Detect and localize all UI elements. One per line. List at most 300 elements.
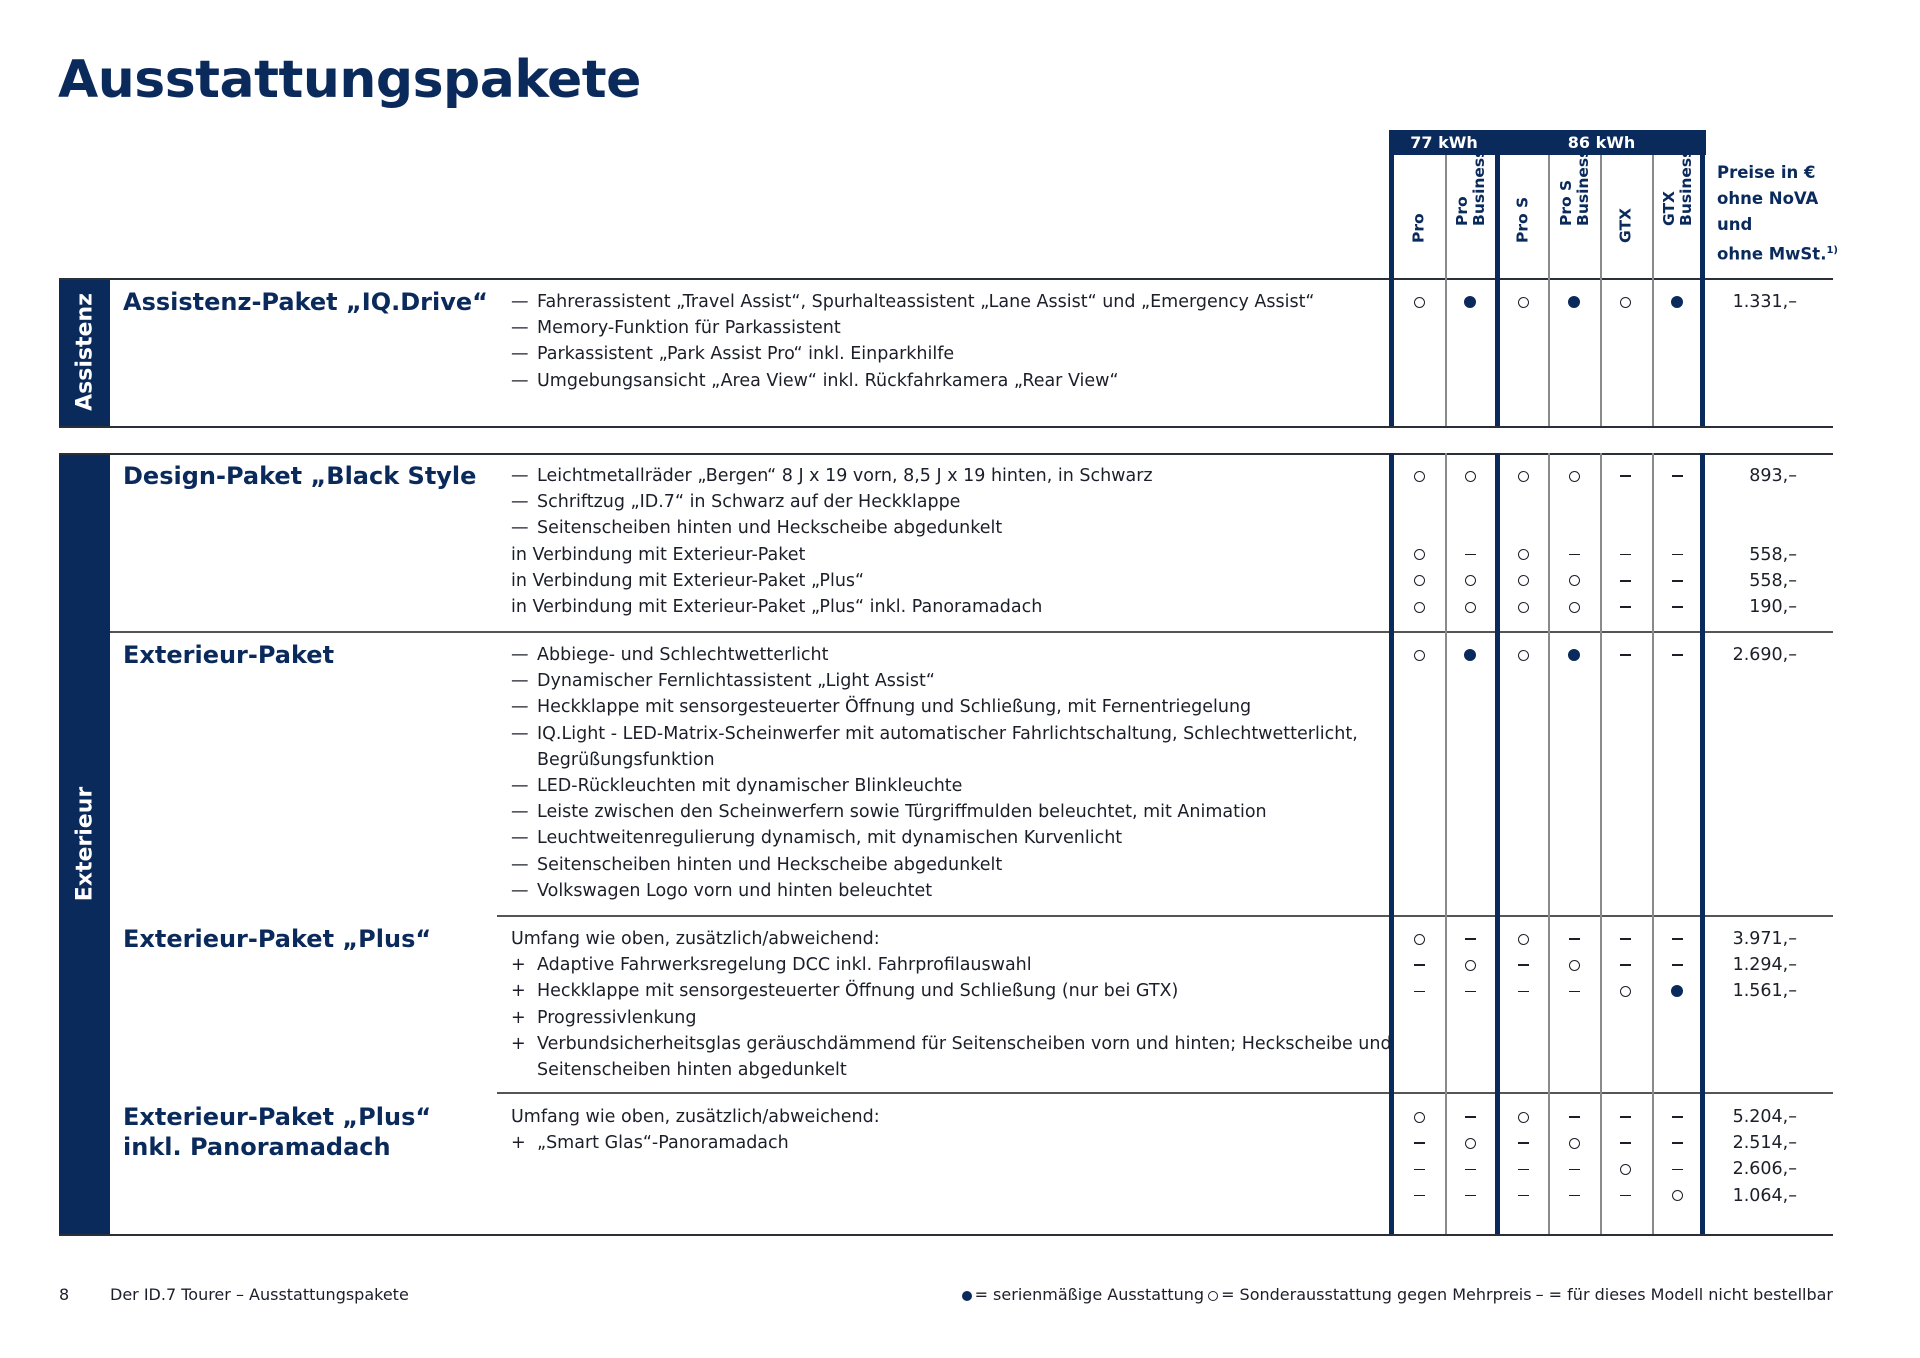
dash-icon [1620,475,1631,477]
dash-icon [1672,654,1683,656]
dash-icon [1569,1169,1580,1171]
description-text: Umfang wie oben, zusätzlich/abweichend: [511,1107,880,1127]
dash-icon [1672,475,1683,477]
availability-cell [1559,1183,1589,1209]
availability-cell [1404,978,1434,1004]
price-value: 893,– [1749,466,1797,486]
legend-item [1208,1285,1532,1304]
bullet-marker: — [511,854,529,875]
availability-cell [1610,289,1640,315]
dash-icon [1518,964,1529,966]
package-name-line: Exterieur-Paket „Plus“ [123,925,432,953]
row-divider [497,1092,1833,1094]
description-line [511,542,1153,568]
availability-cell [1610,1130,1640,1156]
description-line [511,799,1358,825]
section-label: Assistenz [72,293,97,411]
open-circle-icon [1465,575,1476,586]
legend-text: = Sonderausstattung gegen Mehrpreis [1221,1285,1532,1304]
package-name-line: Assistenz-Paket „IQ.Drive“ [123,288,488,316]
availability-cell [1455,978,1485,1004]
open-circle-icon [1414,602,1425,613]
dash-icon [1518,1169,1529,1171]
availability-cell [1404,463,1434,489]
availability-cell [1610,1104,1640,1130]
description-text: Adaptive Fahrwerksregelung DCC inkl. Fahrprofilauswahl [537,955,1032,976]
availability-cell [1662,1156,1692,1182]
availability-cell [1559,926,1589,952]
availability-cell [1455,568,1485,594]
description-text: Heckklappe mit sensorgesteuerter Öffnung und Schließung (nur bei GTX) [537,981,1179,1002]
open-circle-icon [1414,1112,1425,1123]
price-value: 2.606,– [1732,1159,1797,1180]
availability-cell [1559,1130,1589,1156]
bullet-marker: — [511,697,529,718]
description-text: Memory-Funktion für Parkassistent [537,318,841,339]
column-divider [1548,155,1550,426]
package-description [511,926,1392,1083]
availability-cell [1508,1104,1538,1130]
page-title: Ausstattungspakete [58,50,641,110]
availability-cell [1404,1156,1434,1182]
availability-cell [1455,463,1485,489]
availability-cell [1662,1104,1692,1130]
open-circle-icon [1465,1138,1476,1149]
dash-icon [1518,1142,1529,1144]
availability-cell [1610,952,1640,978]
dash-icon [1569,1116,1580,1118]
open-circle-icon [1620,986,1631,997]
availability-cell [1508,926,1538,952]
column-label: GTX [1616,208,1635,243]
open-circle-icon [1465,471,1476,482]
dash-icon [1414,1169,1425,1171]
bullet-marker: — [511,292,529,312]
column-divider [1548,453,1550,1234]
bullet-marker: + [511,981,526,1002]
package-name [123,461,476,491]
package-name [123,1102,431,1162]
dash-icon [1620,606,1631,608]
open-circle-icon [1518,650,1529,661]
column-divider [1445,453,1447,1234]
price-value: 5.204,– [1732,1107,1797,1127]
bullet-marker: — [511,723,529,744]
availability-cell [1404,1130,1434,1156]
dash-icon [1414,1195,1425,1197]
availability-cell [1610,642,1640,668]
bullet-marker: — [511,492,529,513]
availability-cell [1455,1130,1485,1156]
description-line [511,568,1153,594]
open-circle-icon [1518,549,1529,560]
availability-cell [1404,542,1434,568]
bullet-marker: — [511,518,529,539]
open-circle-icon [1569,575,1580,586]
dash-icon [1620,554,1631,556]
dash-icon [1414,964,1425,966]
description-text: Begrüßungsfunktion [537,749,715,770]
availability-cell [1559,542,1589,568]
bullet-marker: — [511,466,529,486]
availability-cell [1508,1183,1538,1209]
open-circle-icon [1569,471,1580,482]
availability-cell [1559,978,1589,1004]
description-text: in Verbindung mit Exterieur-Paket [511,544,806,565]
column-divider [1652,155,1654,426]
bullet-marker: — [511,318,529,339]
column-divider [1600,453,1602,1234]
description-text: LED-Rückleuchten mit dynamischer Blinkleuchte [537,776,963,797]
description-line [511,825,1358,851]
filled-circle-icon [1671,985,1683,997]
description-line [511,852,1358,878]
row-divider [497,915,1833,917]
open-circle-icon [1518,602,1529,613]
price-value: 1.294,– [1732,955,1797,976]
dash-icon [1620,1116,1631,1118]
availability-cell [1455,642,1485,668]
description-text: Leuchtweitenregulierung dynamisch, mit dynamischen Kurvenlicht [537,828,1123,849]
dash-icon [1569,991,1580,993]
price-value: 2.514,– [1732,1133,1797,1154]
availability-cell [1610,1156,1640,1182]
legend-item [962,1285,1205,1304]
description-line [511,463,1153,489]
description-text: Abbiege- und Schlechtwetterlicht [537,645,829,665]
column-header-pro-business [1445,148,1497,260]
availability-cell [1455,594,1485,620]
availability-cell [1559,1156,1589,1182]
availability-cell [1404,289,1434,315]
column-header-gtx-business [1652,148,1704,260]
availability-cell [1404,594,1434,620]
price-value: 2.690,– [1732,645,1797,665]
open-circle-icon [1569,602,1580,613]
dash-icon [1465,1116,1476,1118]
availability-cell [1610,463,1640,489]
description-text: Fahrerassistent „Travel Assist“, Spurhalteassistent „Lane Assist“ und „Emergency Assist“ [537,292,1315,312]
description-text: in Verbindung mit Exterieur-Paket „Plus“ inkl. Panoramadach [511,597,1043,618]
price-value: 558,– [1749,570,1797,591]
description-text: Dynamischer Fernlichtassistent „Light Assist“ [537,671,935,692]
availability-cell [1404,1183,1434,1209]
description-line [511,747,1358,773]
description-line [511,952,1392,978]
open-circle-icon [1414,575,1425,586]
description-text: Progressivlenkung [537,1007,697,1028]
description-line [511,694,1358,720]
package-name-line: Exterieur-Paket „Plus“ [123,1103,432,1131]
open-circle-icon [1414,297,1425,308]
availability-cell [1610,542,1640,568]
package-description [511,642,1358,904]
dash-icon [1465,1169,1476,1171]
description-line [511,315,1315,341]
availability-cell [1508,952,1538,978]
availability-cell [1610,568,1640,594]
description-line [511,368,1315,394]
availability-cell [1662,568,1692,594]
description-text: Verbundsicherheitsglas geräuschdämmend für Seitenscheiben vorn und hinten; Heckscheibe und [537,1033,1392,1054]
availability-cell [1404,926,1434,952]
price-value: 1.331,– [1732,292,1797,312]
row-divider [59,278,1833,280]
dash-icon [1569,1195,1580,1197]
price-value: 3.971,– [1732,929,1797,949]
description-line [511,642,1358,668]
dash-icon [1672,1142,1683,1144]
open-circle-icon [1414,650,1425,661]
filled-circle-icon [1671,296,1683,308]
row-divider [59,426,1833,428]
dash-icon [1672,580,1683,582]
availability-cell [1662,594,1692,620]
dash-icon [1465,554,1476,556]
column-label: Pro S Business [1557,148,1592,226]
dash-icon [1672,554,1683,556]
description-line [511,341,1315,367]
filled-circle-icon [1464,649,1476,661]
description-text: Umfang wie oben, zusätzlich/abweichend: [511,929,880,949]
description-line [511,978,1392,1004]
dash-icon [1672,1116,1683,1118]
availability-cell [1508,1130,1538,1156]
bullet-marker: — [511,802,529,823]
availability-cell [1455,289,1485,315]
page-number: 8 [59,1285,70,1304]
open-circle-icon [1518,297,1529,308]
dash-icon [1465,938,1476,940]
description-line [511,721,1358,747]
availability-cell [1559,594,1589,620]
price-value: 1.561,– [1732,981,1797,1002]
open-circle-icon [1672,1190,1683,1201]
bullet-marker: + [511,1133,526,1154]
column-divider [1700,130,1705,426]
bullet-marker: — [511,880,529,901]
column-divider [1600,155,1602,426]
bullet-marker: — [511,671,529,692]
description-line [511,489,1153,515]
description-text: Schriftzug „ID.7“ in Schwarz auf der Heckklappe [537,492,961,513]
dash-icon [1569,554,1580,556]
filled-circle-icon [962,1291,972,1301]
availability-cell [1559,568,1589,594]
price-header-line: ohne NoVA [1717,189,1819,208]
description-text: in Verbindung mit Exterieur-Paket „Plus“ [511,570,865,591]
column-label: GTX Business [1660,148,1695,226]
description-text: Umgebungsansicht „Area View“ inkl. Rückfahrkamera „Rear View“ [537,370,1119,391]
dash-icon [1465,1195,1476,1197]
bullet-marker: — [511,828,529,849]
open-circle-icon [1414,471,1425,482]
filled-circle-icon [1464,296,1476,308]
column-divider [1389,453,1394,1234]
availability-cell [1455,1104,1485,1130]
package-name-line: Exterieur-Paket [123,641,335,669]
dash-icon [1414,1142,1425,1144]
availability-cell [1662,289,1692,315]
description-text: Parkassistent „Park Assist Pro“ inkl. Einparkhilfe [537,344,955,365]
section-band-assistenz [59,278,110,426]
availability-cell [1662,1183,1692,1209]
dash-icon [1620,580,1631,582]
open-circle-icon [1518,1112,1529,1123]
description-text: Leichtmetallräder „Bergen“ 8 J x 19 vorn, 8,5 J x 19 hinten, in Schwarz [537,466,1153,486]
section-label: Exterieur [72,786,97,901]
legend-text: – = für dieses Modell nicht bestellbar [1535,1285,1833,1304]
availability-cell [1404,952,1434,978]
description-line [511,1104,880,1130]
open-circle-icon [1569,960,1580,971]
column-divider [1389,130,1394,426]
group-86kwh: 86 kWh [1567,133,1636,152]
availability-cell [1508,568,1538,594]
open-circle-icon [1208,1291,1218,1301]
availability-cell [1559,1104,1589,1130]
dash-icon [1518,1195,1529,1197]
legend-item [1536,1285,1833,1304]
price-header-line: und [1717,215,1753,234]
description-line [511,1031,1392,1057]
availability-cell [1559,289,1589,315]
price-header [1717,160,1838,268]
availability-cell [1662,1130,1692,1156]
column-header-pro [1393,155,1445,260]
dash-icon [1414,991,1425,993]
bullet-marker: — [511,370,529,391]
footer-title: Der ID.7 Tourer – Ausstattungspakete [110,1285,409,1304]
row-divider [110,631,1833,633]
dash-icon [1569,938,1580,940]
package-name [123,287,488,317]
availability-cell [1610,978,1640,1004]
description-line [511,515,1153,541]
open-circle-icon [1414,549,1425,560]
availability-cell [1455,542,1485,568]
group-77kwh: 77 kWh [1410,133,1478,152]
dash-icon [1672,964,1683,966]
dash-icon [1518,991,1529,993]
availability-cell [1610,1183,1640,1209]
bullet-marker: + [511,955,526,976]
availability-cell [1404,1104,1434,1130]
package-description [511,463,1153,620]
open-circle-icon [1518,575,1529,586]
availability-cell [1508,978,1538,1004]
availability-cell [1508,463,1538,489]
description-text: „Smart Glas“-Panoramadach [537,1133,789,1154]
price-value: 558,– [1749,544,1797,565]
availability-cell [1559,952,1589,978]
description-line [511,289,1315,315]
column-divider [1445,155,1447,426]
availability-cell [1662,542,1692,568]
column-label: Pro [1409,213,1428,243]
availability-cell [1508,594,1538,620]
description-line [511,1005,1392,1031]
availability-cell [1559,463,1589,489]
bullet-marker: — [511,645,529,665]
package-name-line: Design-Paket „Black Style [123,462,477,490]
description-text: Volkswagen Logo vorn und hinten beleuchtet [537,880,933,901]
column-divider [1495,130,1500,426]
description-line [511,594,1153,620]
legend [958,1285,1833,1304]
open-circle-icon [1620,297,1631,308]
price-value: 1.064,– [1732,1185,1797,1206]
availability-cell [1610,926,1640,952]
filled-circle-icon [1568,649,1580,661]
column-header-pro-s-business [1549,148,1601,260]
dash-icon [1620,1142,1631,1144]
dash-icon [1465,991,1476,993]
package-description [511,1104,880,1156]
availability-cell [1508,542,1538,568]
availability-cell [1455,926,1485,952]
availability-cell [1662,926,1692,952]
row-divider [59,453,1833,455]
bullet-marker: — [511,776,529,797]
column-header-pro-s [1497,155,1549,260]
package-description [511,289,1315,394]
dash-icon [1620,1195,1631,1197]
column-label: Pro Business [1453,148,1488,226]
dash-icon [1672,606,1683,608]
description-line [511,926,1392,952]
availability-cell [1404,568,1434,594]
availability-cell [1559,642,1589,668]
open-circle-icon [1465,960,1476,971]
column-label: Pro S [1513,196,1532,243]
row-divider [59,1234,1833,1236]
description-line [511,1057,1392,1083]
availability-cell [1508,642,1538,668]
bullet-marker: + [511,1007,526,1028]
availability-cell [1404,642,1434,668]
column-header-gtx [1600,155,1652,260]
description-line [511,773,1358,799]
open-circle-icon [1569,1138,1580,1149]
dash-icon [1672,1169,1683,1171]
package-name [123,924,431,954]
open-circle-icon [1518,934,1529,945]
description-text: IQ.Light - LED-Matrix-Scheinwerfer mit automatischer Fahrlichtschaltung, Schlechtwetterlicht, [537,723,1358,744]
description-text: Seitenscheiben hinten und Heckscheibe abgedunkelt [537,854,1003,875]
description-text: Leiste zwischen den Scheinwerfern sowie Türgriffmulden beleuchtet, mit Animation [537,802,1267,823]
availability-cell [1508,289,1538,315]
bullet-marker: — [511,344,529,365]
availability-cell [1662,978,1692,1004]
availability-cell [1508,1156,1538,1182]
price-value: 190,– [1749,597,1797,617]
column-divider [1652,453,1654,1234]
open-circle-icon [1414,934,1425,945]
package-name [123,640,334,670]
legend-text: = serienmäßige Ausstattung [974,1285,1205,1304]
column-divider [1495,453,1500,1234]
package-name-line: inkl. Panoramadach [123,1133,391,1161]
dash-icon [1620,938,1631,940]
availability-cell [1662,952,1692,978]
availability-cell [1662,642,1692,668]
column-divider [1700,453,1705,1234]
description-line [511,878,1358,904]
price-header-line: Preise in € [1717,163,1816,182]
footnote-marker: 1) [1826,245,1838,256]
price-header-line: ohne MwSt. [1717,244,1827,264]
